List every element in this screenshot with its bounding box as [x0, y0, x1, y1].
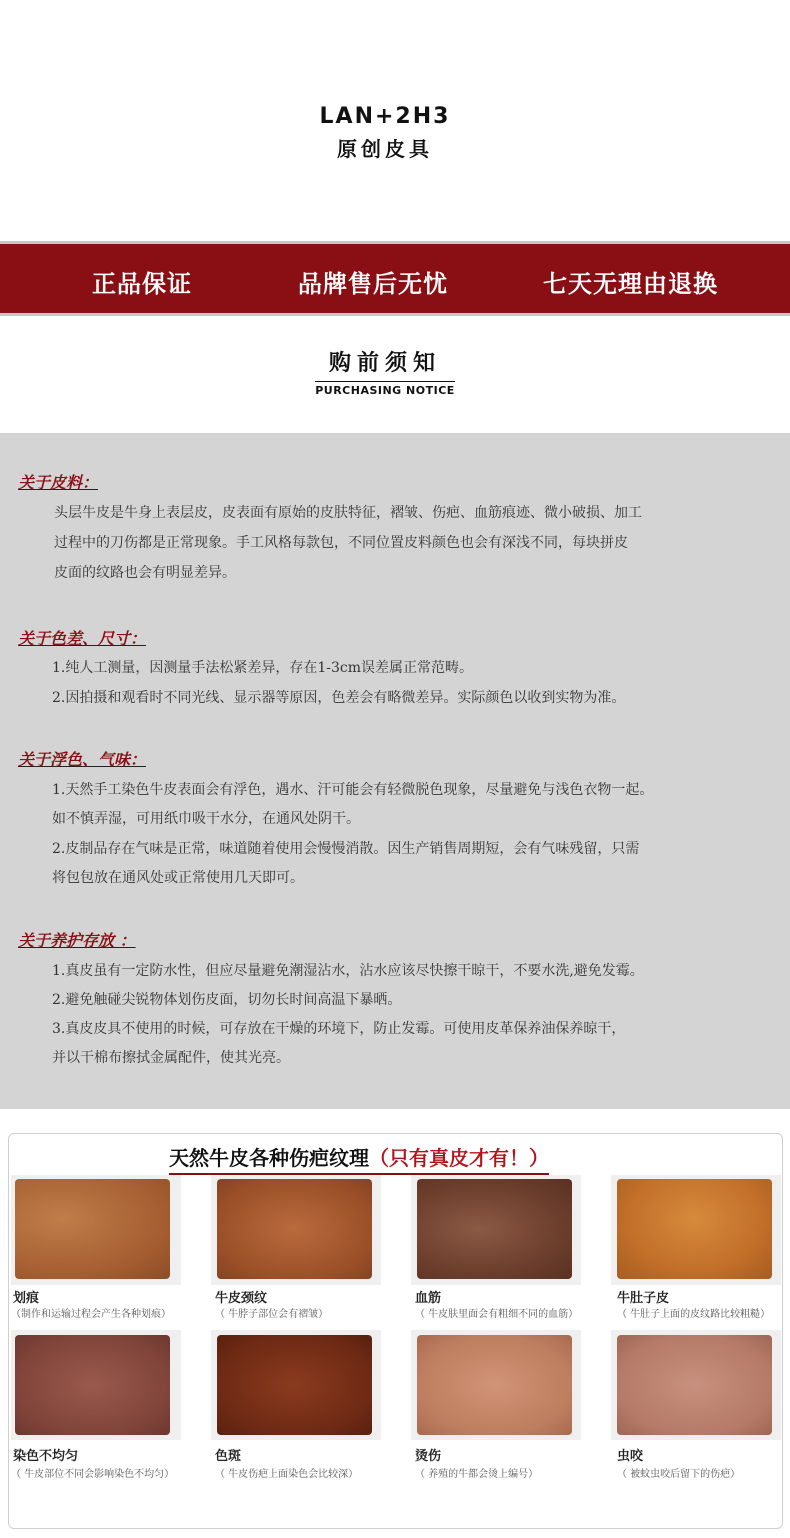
brand-name: LAN+2H3 — [319, 104, 451, 129]
texture-desc: （制作和运输过程会产生各种划痕） — [11, 1309, 171, 1320]
banner-item-return: 七天无理由退换 — [543, 270, 718, 298]
section-line: 皮面的纹路也会有明显差异。 — [54, 565, 236, 581]
notice-title-cn: 购前须知 — [328, 351, 441, 376]
texture-desc: （ 养殖的牛都会烫上编号） — [415, 1469, 539, 1480]
section-line: 如不慎弄湿，可用纸巾吸干水分，在通风处阴干。 — [52, 811, 360, 827]
section-line: 1.真皮虽有一定防水性，但应尽量避免潮湿沾水，沾水应该尽快擦干晾干，不要水洗,避免发霉。 — [52, 963, 644, 979]
texture-desc: （ 牛皮肤里面会有粗细不同的血筋） — [415, 1309, 579, 1320]
section-line: 3.真皮皮具不使用的时候，可存放在干燥的环境下，防止发霉。可使用皮革保养油保养晾干， — [52, 1021, 626, 1037]
section-title-float-smell: 关于浮色、气味： — [18, 750, 147, 769]
texture-image-neck — [217, 1179, 372, 1279]
texture-title — [169, 1142, 549, 1175]
texture-desc: （ 牛肚子上面的皮纹路比较粗糙） — [617, 1309, 771, 1320]
texture-desc: （ 牛皮伤疤上面染色会比较深） — [215, 1469, 359, 1480]
texture-desc: （ 牛皮部位不同会影响染色不均匀） — [11, 1469, 175, 1480]
texture-label: 血筋 — [415, 1291, 442, 1306]
texture-image-insect-bite — [617, 1335, 772, 1435]
texture-image-belly — [617, 1179, 772, 1279]
texture-label: 染色不均匀 — [13, 1449, 79, 1464]
texture-image-uneven-dye — [15, 1335, 170, 1435]
brand-subtitle: 原创皮具 — [337, 137, 433, 161]
texture-title-highlight: （只有真皮才有！） — [369, 1146, 549, 1170]
texture-label: 牛肚子皮 — [617, 1291, 670, 1306]
section-line: 2.避免触碰尖锐物体划伤皮面，切勿长时间高温下暴晒。 — [52, 992, 402, 1008]
banner-item-aftersales: 品牌售后无忧 — [298, 270, 448, 298]
texture-label: 色斑 — [215, 1449, 242, 1464]
guarantee-banner — [0, 241, 790, 316]
section-line: 将包包放在通风处或正常使用几天即可。 — [52, 870, 304, 886]
section-line: 1.天然手工染色牛皮表面会有浮色，遇水、汗可能会有轻微脱色现象，尽量避免与浅色衣物一起。 — [52, 782, 654, 798]
texture-label: 虫咬 — [617, 1449, 644, 1464]
texture-title-main: 天然牛皮各种伤疤纹理 — [169, 1146, 369, 1170]
notice-heading — [0, 346, 790, 398]
texture-image-scratch — [15, 1179, 170, 1279]
texture-image-burn — [417, 1335, 572, 1435]
section-title-care: 关于养护存放 ： — [18, 931, 136, 950]
section-line: 2.因拍摄和观看时不同光线、显示器等原因，色差会有略微差异。实际颜色以收到实物为准。 — [52, 690, 626, 706]
section-line: 头层牛皮是牛身上表层皮，皮表面有原始的皮肤特征，褶皱、伤疤、血筋痕迹、微小破损、加工 — [54, 505, 642, 521]
texture-label: 牛皮颈纹 — [215, 1291, 268, 1306]
texture-image-vein — [417, 1179, 572, 1279]
section-line: 过程中的刀伤都是正常现象。手工风格每款包，不同位置皮料颜色也会有深浅不同，每块拼皮 — [54, 535, 628, 551]
brand-header — [0, 104, 790, 162]
notice-panel — [0, 433, 790, 1109]
section-line: 并以干棉布擦拭金属配件，使其光亮。 — [52, 1050, 290, 1066]
section-line: 2.皮制品存在气味是正常，味道随着使用会慢慢消散。因生产销售周期短，会有气味残留，只需 — [52, 841, 640, 857]
texture-label: 烫伤 — [415, 1449, 442, 1464]
texture-image-spot — [217, 1335, 372, 1435]
notice-title-en: PURCHASING NOTICE — [315, 381, 455, 397]
texture-desc: （ 被蚊虫咬后留下的伤疤） — [617, 1469, 741, 1480]
section-line: 1.纯人工测量，因测量手法松紧差异，存在1-3cm误差属正常范畴。 — [52, 660, 474, 676]
texture-desc: （ 牛脖子部位会有褶皱） — [215, 1309, 329, 1320]
banner-item-authentic: 正品保证 — [92, 270, 192, 298]
section-title-material: 关于皮料： — [18, 473, 99, 492]
texture-label: 划痕 — [13, 1291, 40, 1306]
section-title-color-size: 关于色差、尺寸： — [18, 629, 147, 648]
texture-panel — [8, 1133, 783, 1529]
